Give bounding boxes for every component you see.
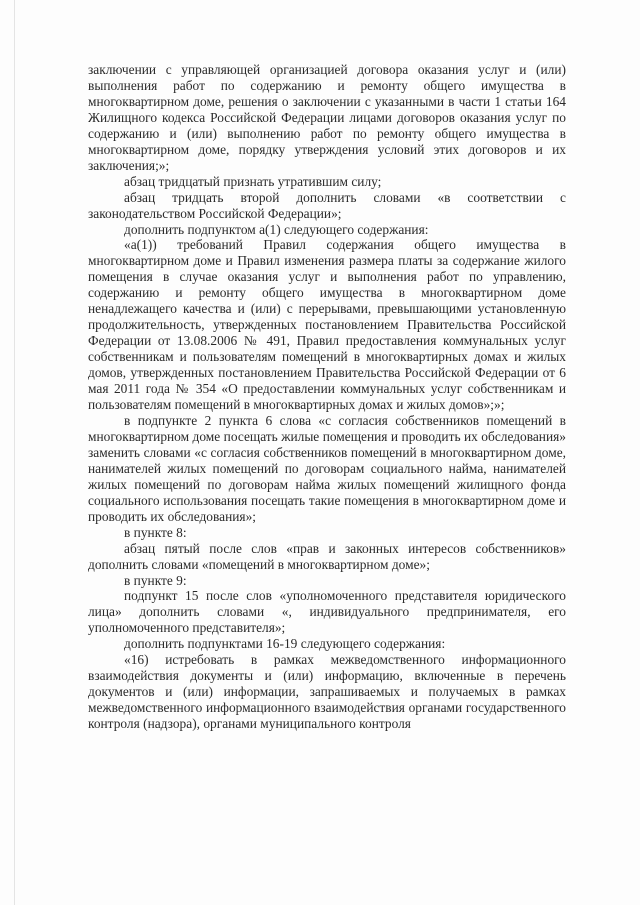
paragraph-2: абзац тридцатый признать утратившим силу; [124, 173, 382, 189]
paragraph-5: «а(1)) требований Правил содержания общего имущества в многоквартирном доме и Правил изменения размера платы за содержание жилого помещения в случае оказания услуг и выполнения работ по управлению, содержанию и ремонту общего имущества в многоквартирном доме ненадлежащего качества и (или) с перерывами, превышающими установленную продолжительность, утвержденных постановлением Правительства Российской Федерации от 13.08.2006 № 491, Правил предоставления коммунальных услуг собственникам и пользователям помещений в многоквартирных домах и жилых домов, утвержденных постановлением Правительства Российской Федерации от 6 мая 2011 года № 354 «О предоставлении коммунальных услуг собственникам и пользователям помещений в многоквартирных домах и жилых домов»;»; [88, 237, 566, 413]
scan-edge-line [14, 0, 15, 905]
paragraph-6: в подпункте 2 пункта 6 слова «с согласия собственников помещений в многоквартирном доме посещать жилые помещения и проводить их обследования» заменить словами «с согласия собственников помещений в многоквартирном доме, нанимателей жилых помещений по договорам социального найма, нанимателей жилых помещений по договорам найма жилых помещений жилищного фонда социального использования посещать такие помещения в многоквартирном доме и проводить их обследования»; [88, 412, 566, 524]
document-body [88, 62, 566, 732]
paragraph-4: дополнить подпунктом а(1) следующего содержания: [124, 221, 429, 237]
paragraph-3: абзац тридцать второй дополнить словами «в соответствии с законодательством Российской Федерации»; [88, 189, 566, 221]
paragraph-12: «16) истребовать в рамках межведомственного информационного взаимодействия документы и (или) информацию, включенные в перечень документов и (или) информации, запрашиваемых и получаемых в рамках межведомственного информационного взаимодействия органами государственного контроля (надзора), органами муниципального контроля [88, 652, 566, 732]
paragraph-11: дополнить подпунктами 16-19 следующего содержания: [124, 636, 446, 652]
paragraph-7: в пункте 8: [124, 524, 187, 540]
paragraph-8: абзац пятый после слов «прав и законных интересов собственников» дополнить словами «помещений в многоквартирном доме»; [88, 540, 566, 572]
paragraph-10: подпункт 15 после слов «уполномоченного представителя юридического лица» дополнить словами «, индивидуального предпринимателя, его уполномоченного представителя»; [88, 588, 566, 636]
paragraph-9: в пункте 9: [124, 572, 187, 588]
paragraph-1: заключении с управляющей организацией договора оказания услуг и (или) выполнения работ по содержанию и ремонту общего имущества в многоквартирном доме, решения о заключении с указанными в части 1 статьи 164 Жилищного кодекса Российской Федерации лицами договоров оказания услуг по содержанию и (или) выполнению работ по ремонту общего имущества в многоквартирном доме, порядку утверждения условий этих договоров и их заключения;»; [88, 62, 566, 173]
